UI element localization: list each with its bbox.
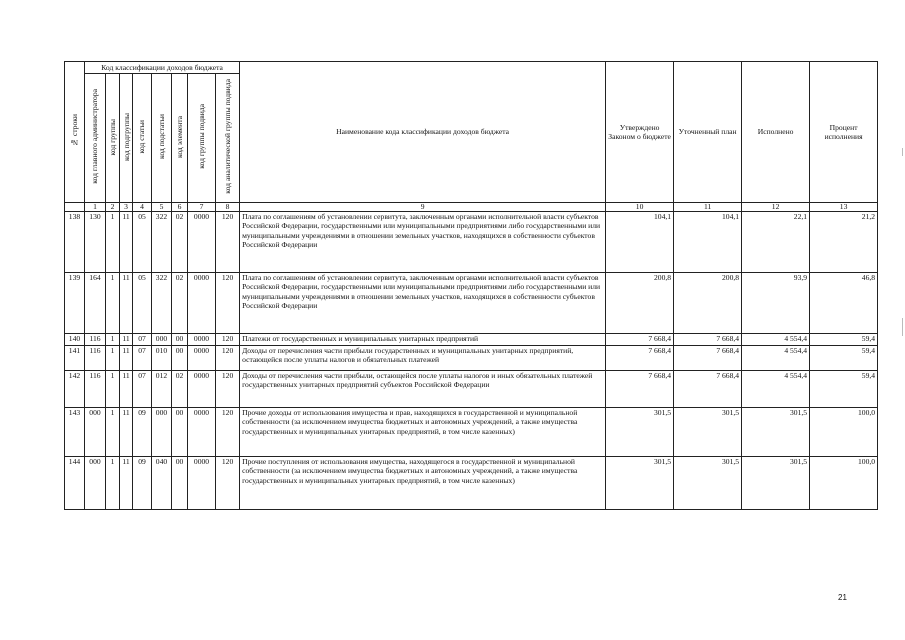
approved-value: 7 668,4 — [606, 371, 674, 408]
revenue-name: Доходы от перечисления части прибыли государственных и муниципальных унитарных предприятий, остающейся после уплаты налогов и обязательных платежей — [240, 346, 606, 371]
header-admin — [85, 74, 106, 203]
header-percent: Процент исполнения — [810, 62, 878, 203]
header-admin-label: код главного администратора — [90, 89, 100, 185]
header-subarticle — [152, 74, 172, 203]
header-analytic-group-label: код аналитической группы подвида — [222, 79, 232, 195]
row-number: 139 — [65, 273, 85, 334]
plan-value: 7 668,4 — [674, 346, 742, 371]
percent-value: 21,2 — [810, 212, 878, 273]
code-element: 00 — [172, 408, 188, 457]
code-analytic-group: 120 — [216, 334, 240, 346]
header-group-label: код группы — [108, 118, 117, 155]
column-number: 10 — [606, 203, 674, 212]
code-article: 05 — [133, 212, 152, 273]
percent-value: 100,0 — [810, 457, 878, 510]
code-element: 02 — [172, 371, 188, 408]
header-row-no-label: № строки — [69, 114, 79, 148]
plan-value: 301,5 — [674, 408, 742, 457]
approved-value: 301,5 — [606, 408, 674, 457]
code-group: 1 — [106, 212, 120, 273]
column-number: 11 — [674, 203, 742, 212]
code-subgroup: 11 — [120, 408, 133, 457]
code-group: 1 — [106, 273, 120, 334]
revenue-name: Платежи от государственных и муниципальных унитарных предприятий — [240, 334, 606, 346]
header-row-no — [65, 62, 85, 203]
revenue-name: Прочие доходы от использования имущества и прав, находящихся в государственной и муниципальной собственности (за исключением имущества бюджетных и автономных учреждений, а также имущества государственных и муниципальных унитарных предприятий, в том числе казенных) — [240, 408, 606, 457]
code-analytic-group: 120 — [216, 408, 240, 457]
approved-value: 200,8 — [606, 273, 674, 334]
code-subgroup: 11 — [120, 273, 133, 334]
plan-value: 7 668,4 — [674, 334, 742, 346]
header-approved: Утверждено Законом о бюджете — [606, 62, 674, 203]
code-group: 1 — [106, 346, 120, 371]
code-subarticle: 322 — [152, 212, 172, 273]
code-subtype-group: 0000 — [188, 457, 216, 510]
header-element — [172, 74, 188, 203]
code-subtype-group: 0000 — [188, 371, 216, 408]
code-subtype-group: 0000 — [188, 334, 216, 346]
code-article: 07 — [133, 371, 152, 408]
header-subgroup — [120, 74, 133, 203]
header-article-label: код статьи — [137, 120, 147, 154]
code-group: 1 — [106, 457, 120, 510]
percent-value: 59,4 — [810, 346, 878, 371]
code-admin: 116 — [85, 334, 106, 346]
code-element: 02 — [172, 212, 188, 273]
header-plan: Уточненный план — [674, 62, 742, 203]
code-admin: 130 — [85, 212, 106, 273]
code-element: 00 — [172, 346, 188, 371]
code-article: 05 — [133, 273, 152, 334]
done-value: 4 554,4 — [742, 346, 810, 371]
column-number: 5 — [152, 203, 172, 212]
column-number — [65, 203, 85, 212]
done-value: 4 554,4 — [742, 371, 810, 408]
header-group — [106, 74, 120, 203]
code-subgroup: 11 — [120, 346, 133, 371]
column-number: 12 — [742, 203, 810, 212]
code-analytic-group: 120 — [216, 212, 240, 273]
code-subarticle: 012 — [152, 371, 172, 408]
code-subgroup: 11 — [120, 457, 133, 510]
column-number: 8 — [216, 203, 240, 212]
code-article: 07 — [133, 334, 152, 346]
code-subtype-group: 0000 — [188, 408, 216, 457]
column-number: 4 — [133, 203, 152, 212]
code-admin: 000 — [85, 408, 106, 457]
code-subgroup: 11 — [120, 212, 133, 273]
header-subtype-group — [188, 74, 216, 203]
revenue-name: Доходы от перечисления части прибыли, остающейся после уплаты налогов и иных обязательных платежей государственных унитарных предприятий субъектов Российской Федерации — [240, 371, 606, 408]
table-row — [65, 273, 878, 334]
header-subtype-group-label: код группы подвида — [196, 104, 206, 170]
code-admin: 116 — [85, 346, 106, 371]
percent-value: 59,4 — [810, 371, 878, 408]
column-number: 3 — [120, 203, 133, 212]
header-article — [133, 74, 152, 203]
table-row — [65, 371, 878, 408]
code-group: 1 — [106, 334, 120, 346]
revenue-name: Плата по соглашениям об установлении сервитута, заключенным органами исполнительной власти субъектов Российской Федерации, государственными или муниципальными предприятиями либо государственными или муниципальными учреждениями в отношении земельных участков, находящихся в собственности субъектов Российской Федерации — [240, 273, 606, 334]
done-value: 93,9 — [742, 273, 810, 334]
header-element-label: код элемента — [174, 115, 184, 158]
done-value: 22,1 — [742, 212, 810, 273]
code-admin: 116 — [85, 371, 106, 408]
table-row — [65, 334, 878, 346]
header-name: Наименование кода классификации доходов бюджета — [240, 62, 606, 203]
row-number: 138 — [65, 212, 85, 273]
header-done: Исполнено — [742, 62, 810, 203]
plan-value: 200,8 — [674, 273, 742, 334]
code-subarticle: 000 — [152, 408, 172, 457]
percent-value: 46,8 — [810, 273, 878, 334]
approved-value: 7 668,4 — [606, 346, 674, 371]
scan-edge-mark — [902, 318, 903, 336]
revenue-name: Прочие поступления от использования имущества, находящегося в государственной и муниципальной собственности (за исключением имущества бюджетных и автономных учреждений, а также имущества государственных и муниципальных унитарных предприятий, в том числе казенных) — [240, 457, 606, 510]
scan-edge-mark — [902, 148, 903, 156]
row-number: 140 — [65, 334, 85, 346]
code-subarticle: 000 — [152, 334, 172, 346]
code-analytic-group: 120 — [216, 346, 240, 371]
done-value: 301,5 — [742, 457, 810, 510]
code-element: 02 — [172, 273, 188, 334]
approved-value: 104,1 — [606, 212, 674, 273]
approved-value: 301,5 — [606, 457, 674, 510]
code-analytic-group: 120 — [216, 371, 240, 408]
column-number: 2 — [106, 203, 120, 212]
code-element: 00 — [172, 457, 188, 510]
code-analytic-group: 120 — [216, 273, 240, 334]
done-value: 301,5 — [742, 408, 810, 457]
code-group: 1 — [106, 371, 120, 408]
budget-revenue-table — [64, 61, 878, 510]
column-number: 7 — [188, 203, 216, 212]
column-numbers-row — [65, 203, 878, 212]
table-row — [65, 408, 878, 457]
code-subarticle: 010 — [152, 346, 172, 371]
plan-value: 104,1 — [674, 212, 742, 273]
code-article: 09 — [133, 457, 152, 510]
table-row — [65, 457, 878, 510]
table-row — [65, 346, 878, 371]
percent-value: 59,4 — [810, 334, 878, 346]
done-value: 4 554,4 — [742, 334, 810, 346]
code-subarticle: 322 — [152, 273, 172, 334]
code-subtype-group: 0000 — [188, 346, 216, 371]
row-number: 143 — [65, 408, 85, 457]
code-subgroup: 11 — [120, 371, 133, 408]
column-number: 1 — [85, 203, 106, 212]
page-number: 21 — [838, 593, 847, 602]
percent-value: 100,0 — [810, 408, 878, 457]
code-analytic-group: 120 — [216, 457, 240, 510]
header-analytic-group — [216, 74, 240, 203]
code-subgroup: 11 — [120, 334, 133, 346]
plan-value: 301,5 — [674, 457, 742, 510]
code-element: 00 — [172, 334, 188, 346]
row-number: 144 — [65, 457, 85, 510]
code-article: 07 — [133, 346, 152, 371]
code-admin: 164 — [85, 273, 106, 334]
revenue-name: Плата по соглашениям об установлении сервитута, заключенным органами исполнительной власти субъектов Российской Федерации, государственными или муниципальными предприятиями либо государственными или муниципальными учреждениями в отношении земельных участков, находящихся в собственности субъектов Российской Федерации — [240, 212, 606, 273]
column-number: 9 — [240, 203, 606, 212]
header-classification-group: Код классификации доходов бюджета — [85, 62, 240, 74]
table-row — [65, 212, 878, 273]
code-subarticle: 040 — [152, 457, 172, 510]
code-group: 1 — [106, 408, 120, 457]
plan-value: 7 668,4 — [674, 371, 742, 408]
code-subtype-group: 0000 — [188, 212, 216, 273]
header-subgroup-label: код подгруппы — [122, 112, 131, 161]
column-number: 6 — [172, 203, 188, 212]
column-number: 13 — [810, 203, 878, 212]
row-number: 142 — [65, 371, 85, 408]
approved-value: 7 668,4 — [606, 334, 674, 346]
header-subarticle-label: код подстатьи — [156, 114, 166, 160]
code-article: 09 — [133, 408, 152, 457]
code-admin: 000 — [85, 457, 106, 510]
row-number: 141 — [65, 346, 85, 371]
code-subtype-group: 0000 — [188, 273, 216, 334]
